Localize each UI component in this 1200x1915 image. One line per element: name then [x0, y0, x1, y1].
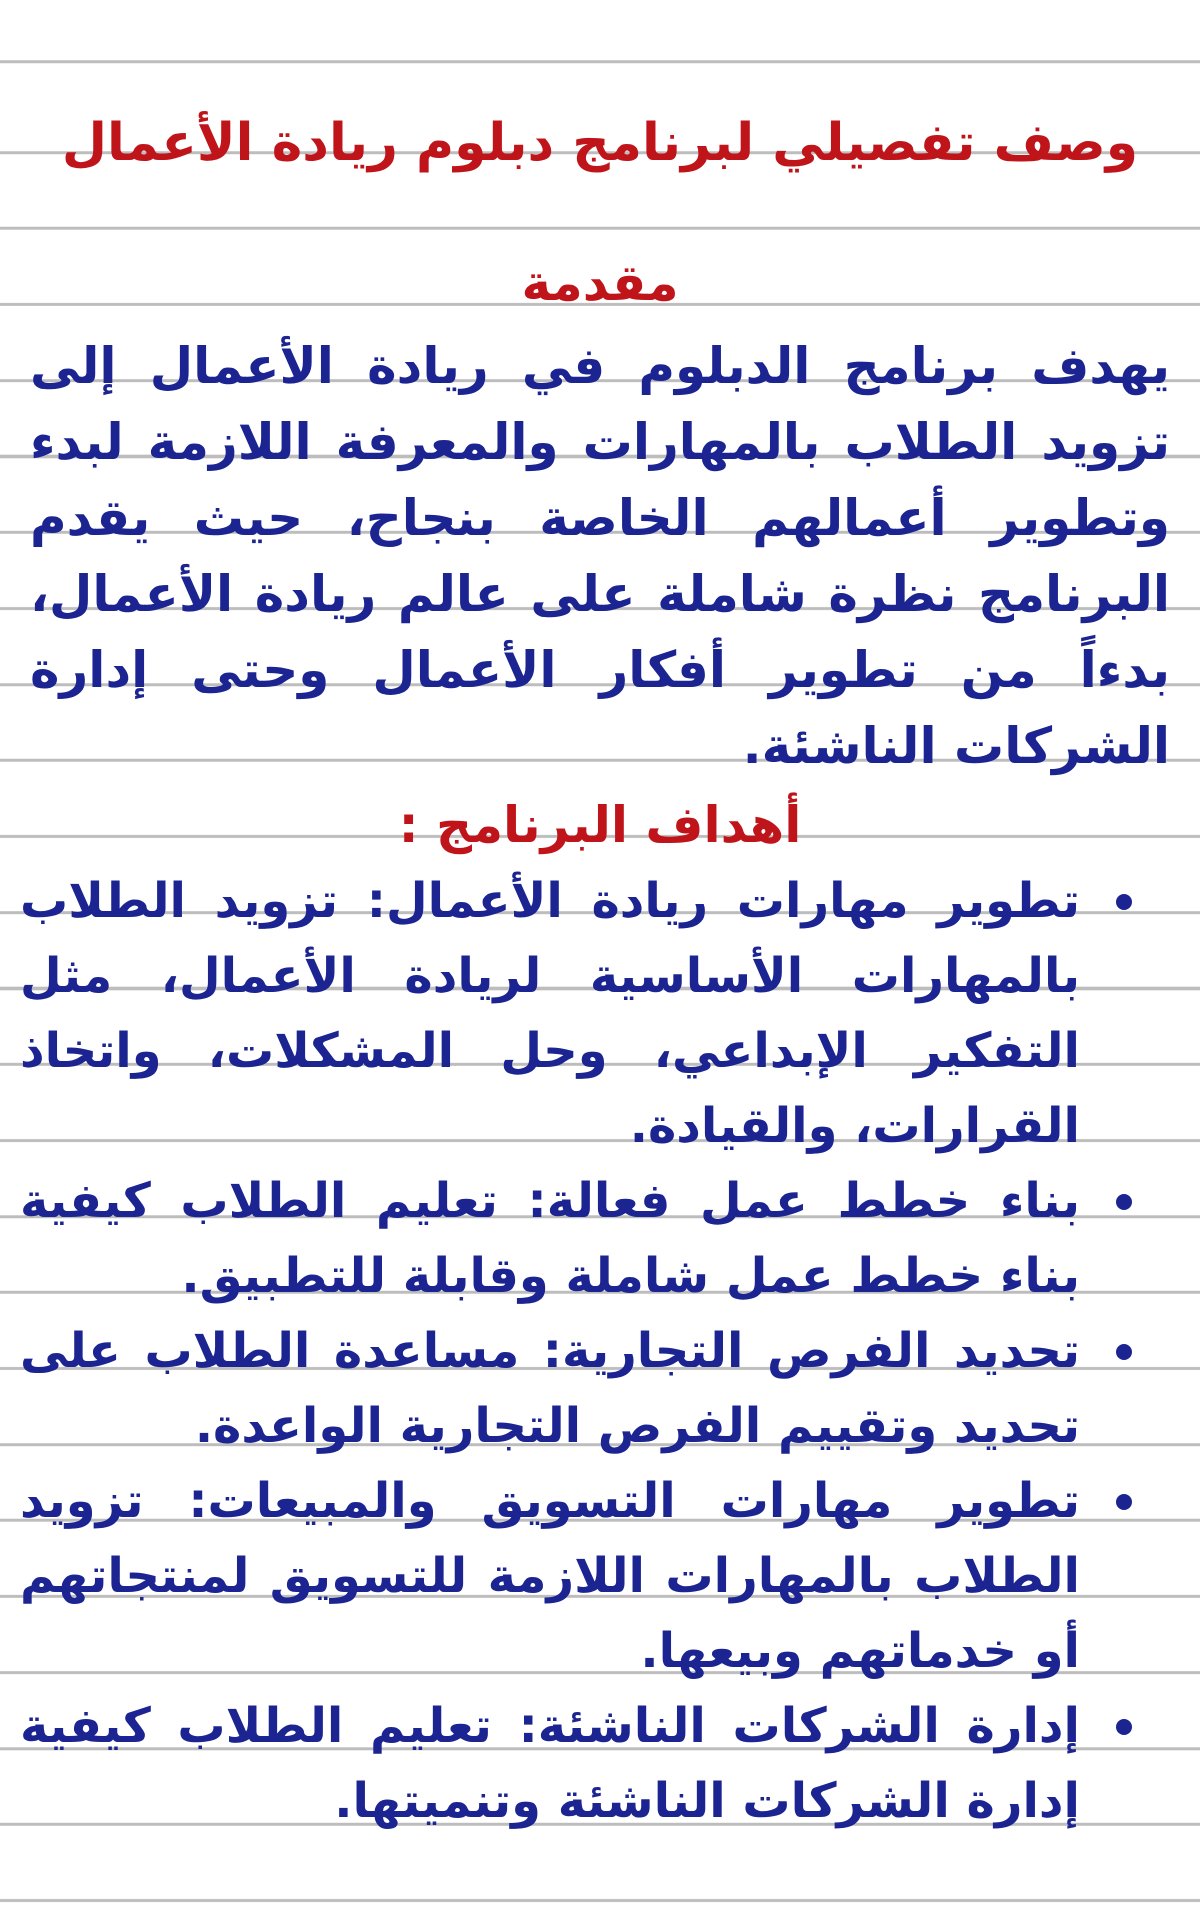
intro-heading: مقدمة — [521, 254, 679, 312]
bullet-icon — [1116, 1719, 1132, 1735]
goals-heading: أهداف البرنامج : — [398, 796, 802, 854]
intro-paragraph: يهدف برنامج الدبلوم في ريادة الأعمال إلى تزويد الطلاب بالمهارات والمعرفة اللازمة لبدء وتطوير أعمالهم الخاصة بنجاح، حيث يقدم البرنامج نظرة شاملة على عالم ريادة الأعمال، بدءاً من تطوير أفكار الأعمال وحتى إدارة الشركات الناشئة. — [30, 337, 1170, 775]
goal-item — [20, 1689, 1160, 1839]
goal-description: تزويد الطلاب بالمهارات الأساسية لريادة الأعمال، مثل التفكير الإبداعي، وحل المشكلات، واتخاذ القرارات، والقيادة. — [20, 873, 1080, 1154]
goal-description: تعليم الطلاب كيفية بناء خطط عمل شاملة وقابلة للتطبيق. — [20, 1173, 1080, 1304]
goal-description: مساعدة الطلاب على تحديد وتقييم الفرص التجارية الواعدة. — [20, 1323, 1080, 1454]
goal-title: تطوير مهارات التسويق والمبيعات: — [188, 1473, 1080, 1529]
goal-title: تطوير مهارات ريادة الأعمال: — [366, 873, 1080, 929]
goal-item — [20, 1314, 1160, 1464]
goal-item — [20, 1464, 1160, 1689]
goal-title: بناء خطط عمل فعالة: — [527, 1173, 1081, 1229]
goal-description: تزويد الطلاب بالمهارات اللازمة للتسويق لمنتجاتهم أو خدماتهم وبيعها. — [20, 1473, 1080, 1679]
bullet-icon — [1116, 1344, 1132, 1360]
goal-item — [20, 1164, 1160, 1314]
bullet-icon — [1116, 894, 1132, 910]
goal-description: تعليم الطلاب كيفية إدارة الشركات الناشئة وتنميتها. — [20, 1698, 1080, 1829]
bullet-icon — [1116, 1494, 1132, 1510]
goal-item — [20, 864, 1160, 1164]
goal-title: تحديد الفرص التجارية: — [542, 1323, 1080, 1379]
bullet-icon — [1116, 1194, 1132, 1210]
document-title: وصف تفصيلي لبرنامج دبلوم ريادة الأعمال — [61, 113, 1139, 173]
goals-list — [20, 864, 1160, 1839]
goal-title: إدارة الشركات الناشئة: — [518, 1698, 1080, 1754]
